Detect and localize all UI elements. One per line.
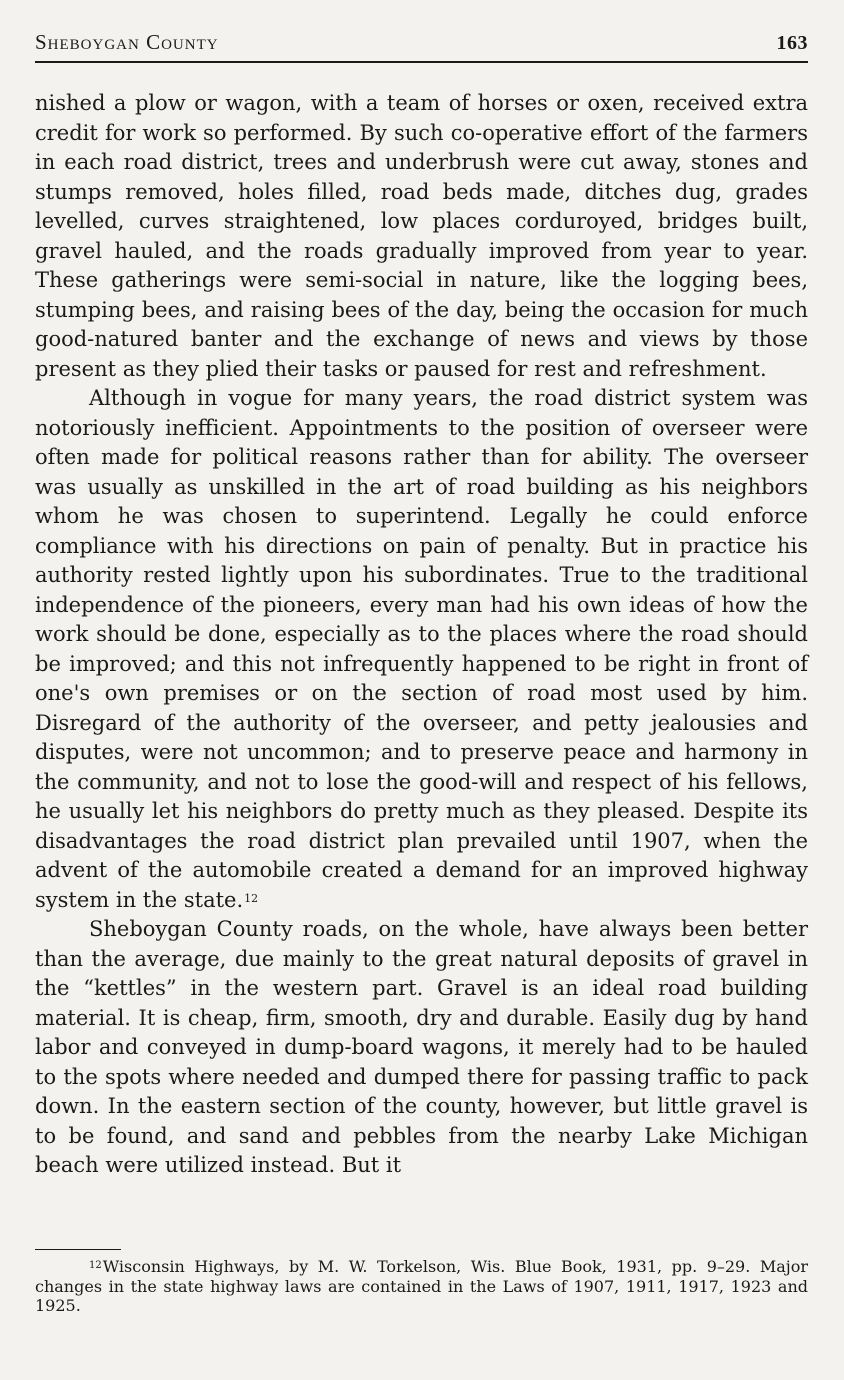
page-number: 163 [776,32,808,54]
footnote-rule [35,1249,121,1250]
footnote-12 [35,1257,808,1316]
paragraph-2-text: Although in vogue for many years, the road district system was notoriously inefficient. Appointments to the position of overseer were often made for political reasons rather than for ability. The overseer was usually as unskilled in the art of road building as his neighbors whom he was chosen to superintend. Legally he could enforce compliance with his directions on pain of penalty. But in practice his authority rested lightly upon his subordinates. True to the traditional independence of the pioneers, every man had his own ideas of how the work should be done, especially as to the places where the road should be improved; and this not infrequently happened to be right in front of one's own premises or on the section of road most used by him. Disregard of the authority of the overseer, and petty jealousies and disputes, were not uncommon; and to preserve peace and harmony in the community, and not to lose the good-will and respect of his fellows, he usually let his neighbors do pretty much as they pleased. Despite its disadvantages the road district plan prevailed until 1907, when the advent of the automobile created a demand for an improved highway system in the state. [35,386,808,912]
page [35,30,808,1181]
footnote-text: Wisconsin Highways, by M. W. Torkelson, Wis. Blue Book, 1931, pp. 9–29. Major changes in the state highway laws are contained in the Laws of 1907, 1911, 1917, 1923 and 1925. [35,1257,808,1315]
running-head [35,30,808,63]
footnotes [35,1257,808,1316]
footnote-reference[interactable]: 12 [244,891,259,905]
paragraph-3: Sheboygan County roads, on the whole, have always been better than the average, due mainly to the great natural deposits of gravel in the “kettles” in the western part. Gravel is an ideal road building material. It is cheap, firm, smooth, dry and durable. Easily dug by hand labor and conveyed in dump-board wagons, it merely had to be hauled to the spots where needed and dumped there for passing traffic to pack down. In the eastern section of the county, however, but little gravel is to be found, and sand and pebbles from the nearby Lake Michigan beach were utilized instead. But it [35,917,808,1177]
body-text [35,89,808,1181]
paragraph-1: nished a plow or wagon, with a team of horses or oxen, received extra credit for work so performed. By such co-operative effort of the farmers in each road district, trees and underbrush were cut away, stones and stumps removed, holes filled, road beds made, ditches dug, grades levelled, curves straightened, low places corduroyed, bridges built, gravel hauled, and the roads gradually improved from year to year. These gatherings were semi-social in nature, like the logging bees, stumping bees, and raising bees of the day, being the occasion for much good-natured banter and the exchange of news and views by those present as they plied their tasks or paused for rest and refreshment. [35,91,808,381]
running-head-title: Sheboygan County [35,30,219,54]
paragraph-2 [35,384,808,915]
footnote-number: 12 [89,1260,102,1271]
